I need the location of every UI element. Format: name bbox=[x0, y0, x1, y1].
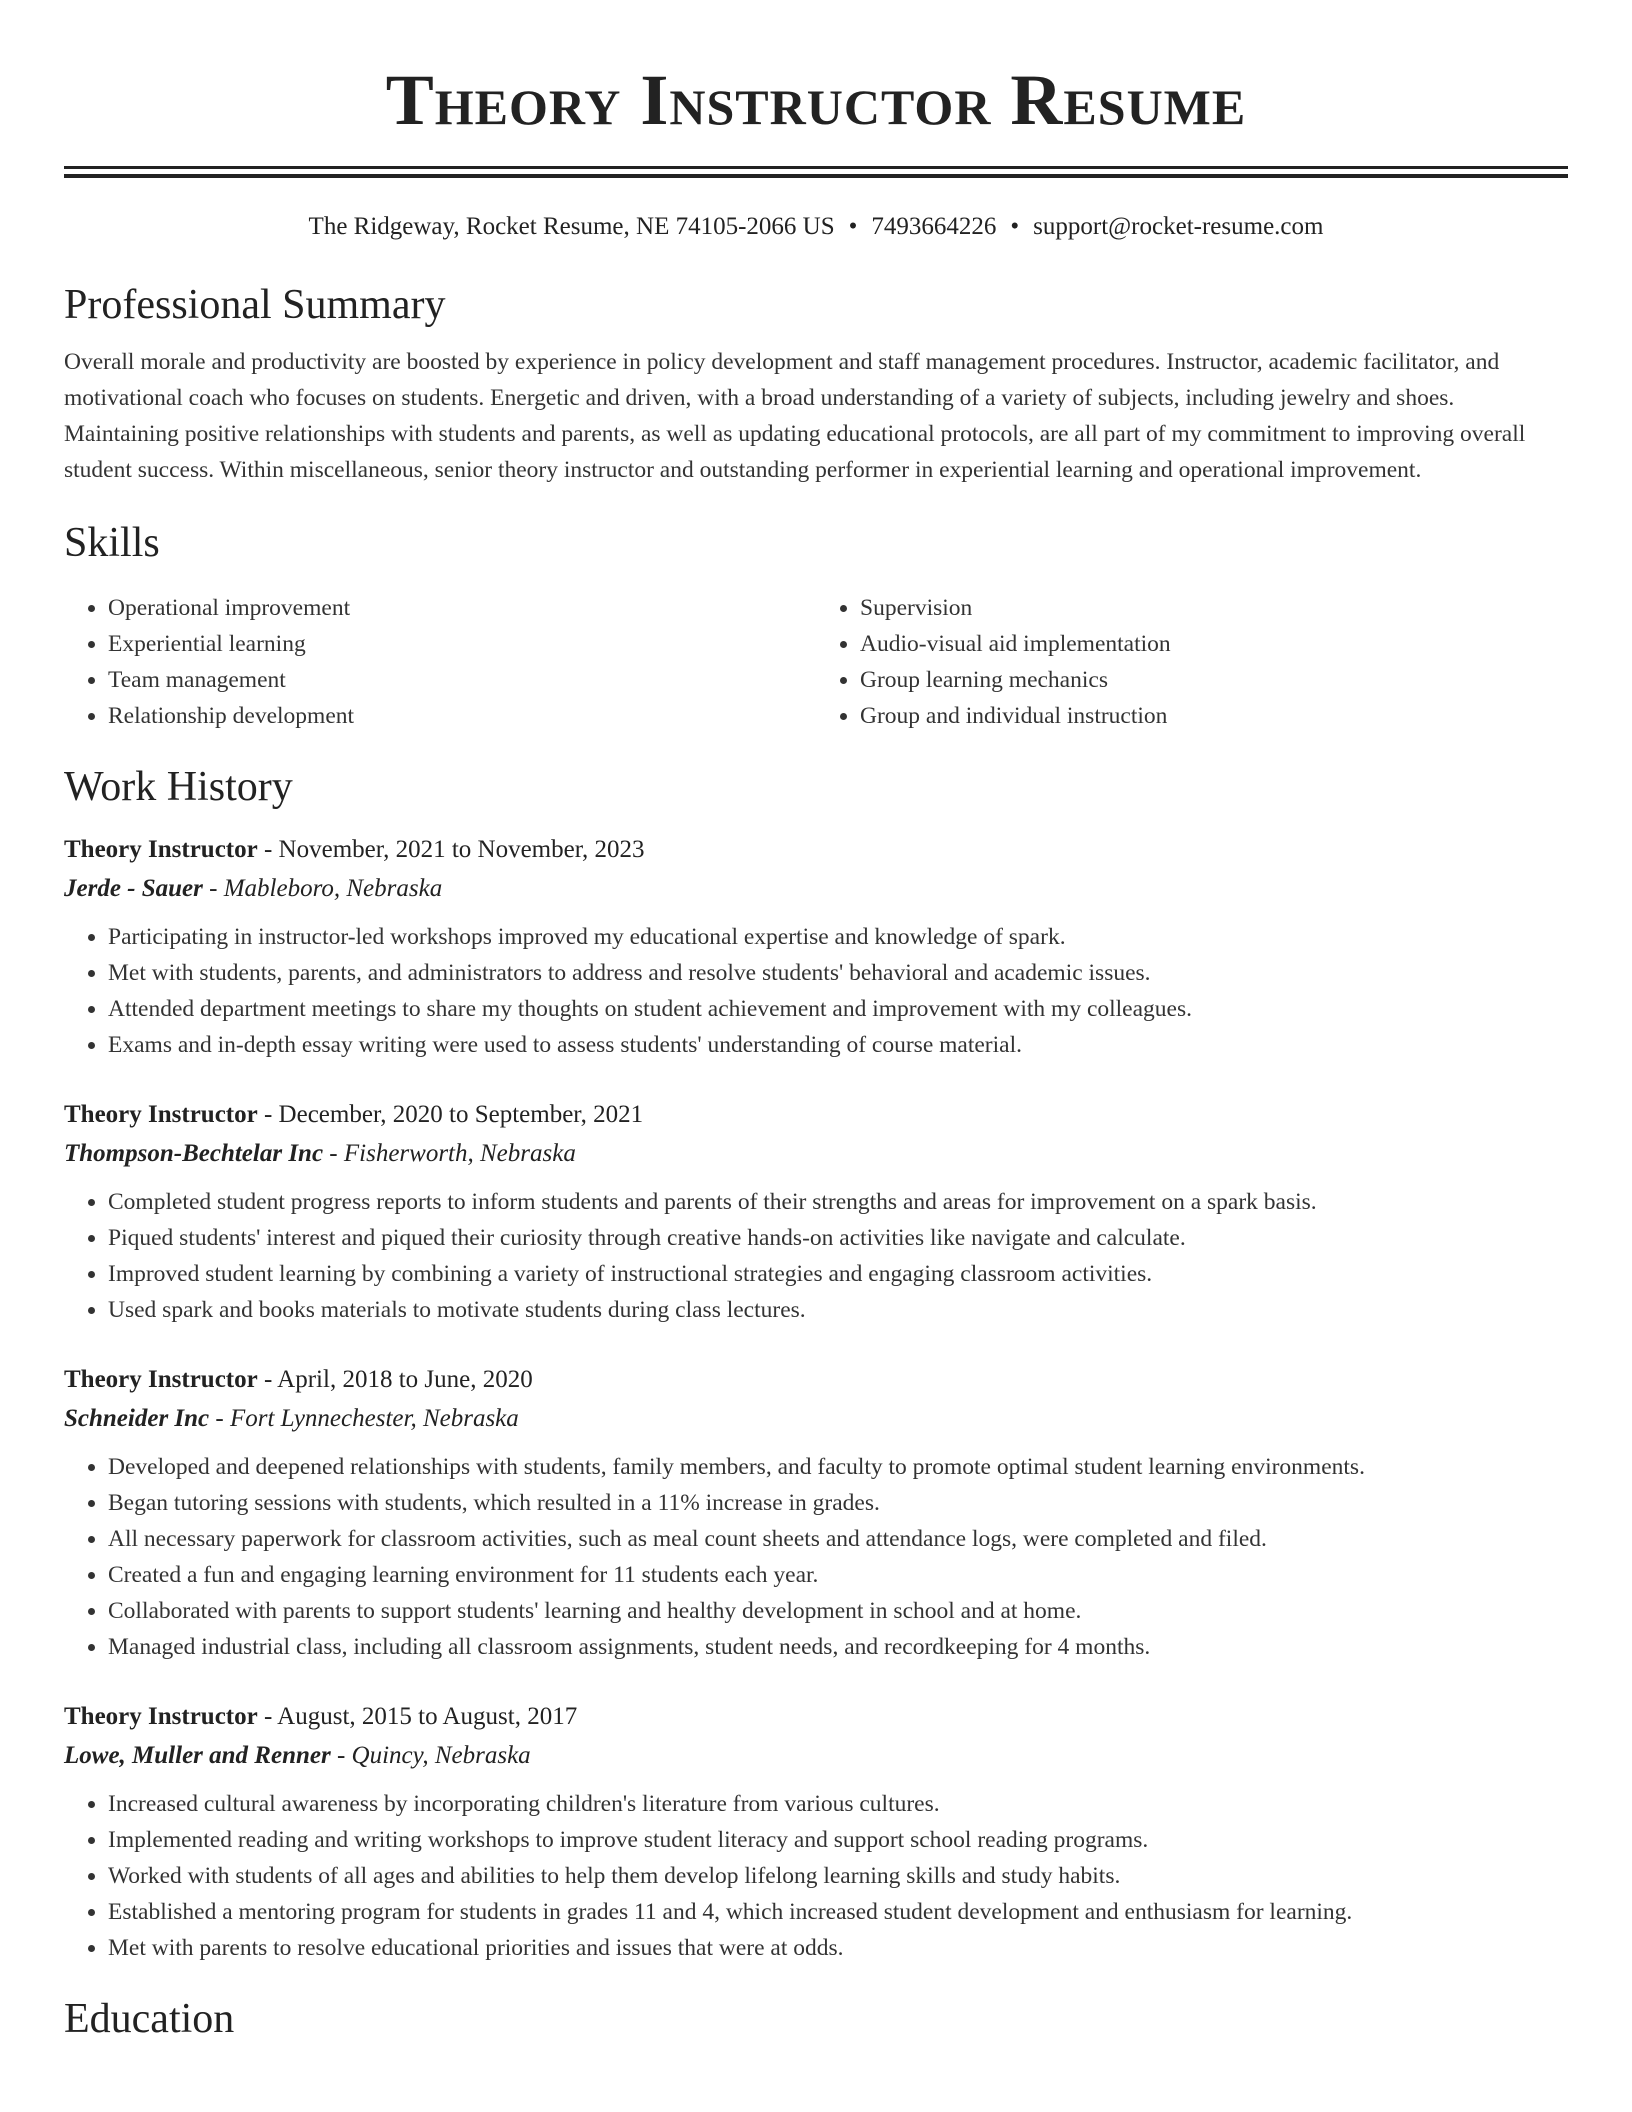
skill-item: • Audio-visual aid implementation bbox=[860, 626, 1568, 662]
job-company-line bbox=[64, 1738, 1568, 1774]
job-bullet: • Established a mentoring program for students in grades 11 and 4, which increased student development and enthusiasm for learning. bbox=[108, 1894, 1568, 1930]
job-bullet: • Met with students, parents, and administrators to address and resolve students' behavioral and academic issues. bbox=[108, 955, 1568, 991]
job-bullet: • Managed industrial class, including all classroom assignments, student needs, and recordkeeping for 4 months. bbox=[108, 1629, 1568, 1665]
job-bullet: • Improved student learning by combining a variety of instructional strategies and engaging classroom activities. bbox=[108, 1256, 1568, 1292]
skill-item: • Group learning mechanics bbox=[860, 662, 1568, 698]
job-bullet: • Piqued students' interest and piqued their curiosity through creative hands-on activities like navigate and calculate. bbox=[108, 1220, 1568, 1256]
work-history-heading: Work History bbox=[64, 764, 293, 810]
skill-item: • Supervision bbox=[860, 590, 1568, 626]
job-bullet: • Met with parents to resolve educational priorities and issues that were at odds. bbox=[108, 1930, 1568, 1966]
contact-separator: • bbox=[1010, 213, 1020, 240]
job-title-line bbox=[64, 1097, 1568, 1133]
job-dates: - April, 2018 to June, 2020 bbox=[257, 1366, 533, 1393]
skills-column-right bbox=[816, 590, 1568, 734]
skill-item: • Experiential learning bbox=[108, 626, 816, 662]
job-location: - Quincy, Nebraska bbox=[330, 1742, 531, 1769]
job-bullet: • Developed and deepened relationships with students, family members, and faculty to promote optimal student learning environments. bbox=[108, 1449, 1568, 1485]
job-entry bbox=[64, 1699, 1568, 1966]
job-bullets bbox=[64, 1449, 1568, 1665]
job-bullets bbox=[64, 919, 1568, 1063]
resume-title: Theory Instructor Resume bbox=[385, 60, 1247, 140]
skills-heading: Skills bbox=[64, 520, 160, 566]
job-company-line bbox=[64, 1136, 1568, 1172]
skills-column-left bbox=[64, 590, 816, 734]
job-dates: - December, 2020 to September, 2021 bbox=[257, 1101, 644, 1128]
skill-item: • Team management bbox=[108, 662, 816, 698]
education-heading: Education bbox=[64, 1996, 235, 2042]
title-double-rule bbox=[64, 166, 1568, 178]
contact-separator: • bbox=[848, 213, 858, 240]
contact-phone: 7493664226 bbox=[871, 213, 997, 240]
resume-page bbox=[64, 0, 1568, 2044]
job-location: - Fisherworth, Nebraska bbox=[323, 1140, 576, 1167]
job-role: Theory Instructor bbox=[64, 1101, 258, 1128]
job-bullet: • Exams and in-depth essay writing were used to assess students' understanding of course material. bbox=[108, 1027, 1568, 1063]
job-bullet: • Used spark and books materials to motivate students during class lectures. bbox=[108, 1292, 1568, 1328]
contact-address: The Ridgeway, Rocket Resume, NE 74105-2066 US bbox=[308, 213, 835, 240]
job-company-line bbox=[64, 1401, 1568, 1437]
job-role: Theory Instructor bbox=[64, 1703, 258, 1730]
job-company: Lowe, Muller and Renner bbox=[64, 1742, 331, 1769]
job-dates: - November, 2021 to November, 2023 bbox=[257, 836, 645, 863]
job-bullet: • Created a fun and engaging learning environment for 11 students each year. bbox=[108, 1557, 1568, 1593]
job-role: Theory Instructor bbox=[64, 1366, 258, 1393]
job-title-line bbox=[64, 1362, 1568, 1398]
job-bullet: • Collaborated with parents to support students' learning and healthy development in school and at home. bbox=[108, 1593, 1568, 1629]
job-dates: - August, 2015 to August, 2017 bbox=[257, 1703, 578, 1730]
job-location: - Mableboro, Nebraska bbox=[202, 875, 443, 902]
job-bullet: • Increased cultural awareness by incorporating children's literature from various cultures. bbox=[108, 1786, 1568, 1822]
job-bullet: • Attended department meetings to share my thoughts on student achievement and improvement with my colleagues. bbox=[108, 991, 1568, 1027]
job-location: - Fort Lynnechester, Nebraska bbox=[209, 1405, 519, 1432]
job-bullet: • Participating in instructor-led workshops improved my educational expertise and knowledge of spark. bbox=[108, 919, 1568, 955]
job-title-line bbox=[64, 832, 1568, 868]
job-role: Theory Instructor bbox=[64, 836, 258, 863]
summary-heading: Professional Summary bbox=[64, 282, 446, 328]
skill-item: • Relationship development bbox=[108, 698, 816, 734]
job-entry bbox=[64, 1362, 1568, 1665]
job-company: Thompson-Bechtelar Inc bbox=[64, 1140, 324, 1167]
job-company: Jerde - Sauer bbox=[64, 875, 203, 902]
job-bullet: • Worked with students of all ages and abilities to help them develop lifelong learning skills and study habits. bbox=[108, 1858, 1568, 1894]
summary-text: Overall morale and productivity are boosted by experience in policy development and staff management procedures. Instructor, academic facilitator, and motivational coach who focuses on students. Energetic and driven, with a broad understanding of a variety of subjects, including jewelry and shoes. Maintaining positive relationships with students and parents, as well as updating educational protocols, are all part of my commitment to improving overall student success. Within miscellaneous, senior theory instructor and outstanding performer in experiential learning and operational improvement. bbox=[64, 349, 1526, 483]
job-bullet: • Began tutoring sessions with students, which resulted in a 11% increase in grades. bbox=[108, 1485, 1568, 1521]
job-bullets bbox=[64, 1184, 1568, 1328]
job-entry bbox=[64, 832, 1568, 1063]
job-bullet: • Completed student progress reports to inform students and parents of their strengths and areas for improvement on a spark basis. bbox=[108, 1184, 1568, 1220]
job-title-line bbox=[64, 1699, 1568, 1735]
skill-item: • Operational improvement bbox=[108, 590, 816, 626]
skills-grid bbox=[64, 590, 1568, 734]
job-entry bbox=[64, 1097, 1568, 1328]
job-bullets bbox=[64, 1786, 1568, 1966]
job-bullet: • Implemented reading and writing workshops to improve student literacy and support school reading programs. bbox=[108, 1822, 1568, 1858]
job-bullet: • All necessary paperwork for classroom activities, such as meal count sheets and attendance logs, were completed and filed. bbox=[108, 1521, 1568, 1557]
skill-item: • Group and individual instruction bbox=[860, 698, 1568, 734]
job-company-line bbox=[64, 871, 1568, 907]
contact-email: support@rocket-resume.com bbox=[1033, 213, 1324, 240]
job-company: Schneider Inc bbox=[64, 1405, 210, 1432]
contact-line bbox=[64, 212, 1568, 242]
